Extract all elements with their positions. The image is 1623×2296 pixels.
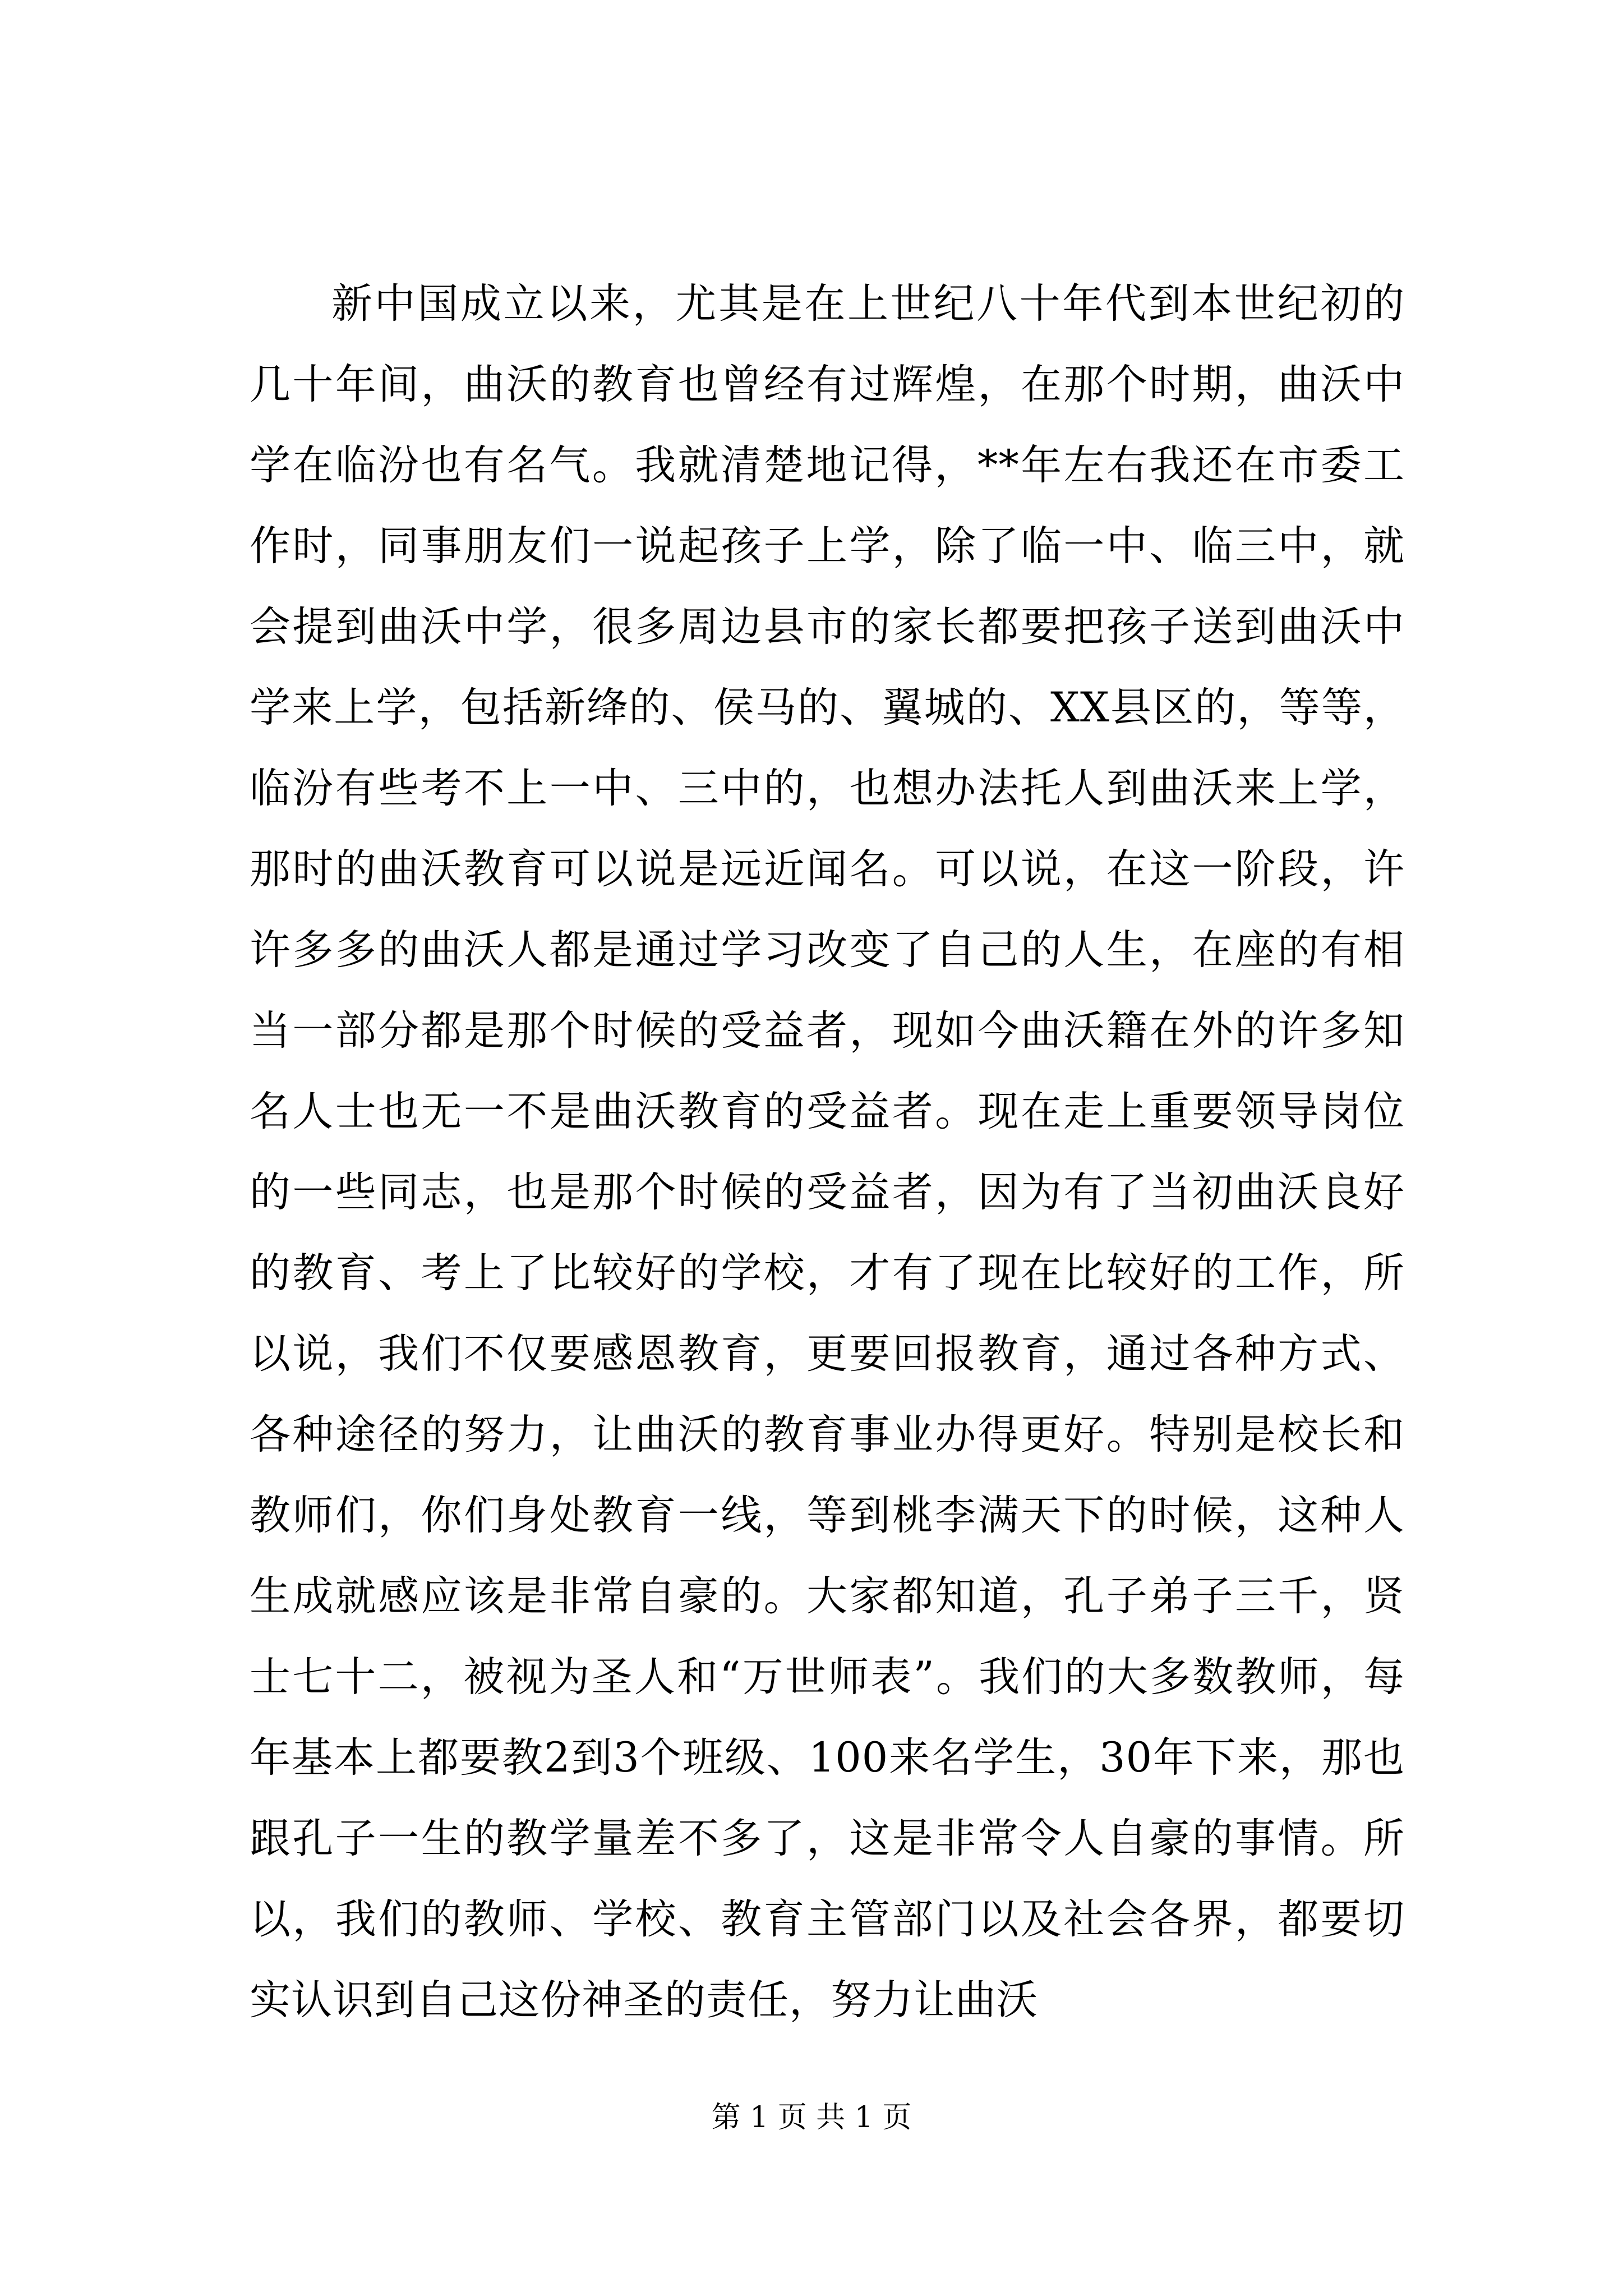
body-paragraph: 新中国成立以来，尤其是在上世纪八十年代到本世纪初的几十年间，曲沃的教育也曾经有过辉煌，在那个时期，曲沃中学在临汾也有名气。我就清楚地记得，**年左右我还在市委工作时，同事朋友们一说起孩子上学，除了临一中、临三中，就会提到曲沃中学，很多周边县市的家长都要把孩子送到曲沃中学来上学，包括新绛的、侯马的、翼城的、XX县区的，等等，临汾有些考不上一中、三中的，也想办法托人到曲沃来上学，那时的曲沃教育可以说是远近闻名。可以说，在这一阶段，许许多多的曲沃人都是通过学习改变了自己的人生，在座的有相当一部分都是那个时候的受益者，现如今曲沃籍在外的许多知名人士也无一不是曲沃教育的受益者。现在走上重要领导岗位的一些同志，也是那个时候的受益者，因为有了当初曲沃良好的教育、考上了比较好的学校，才有了现在比较好的工作，所以说，我们不仅要感恩教育，更要回报教育，通过各种方式、各种途径的努力，让曲沃的教育事业办得更好。特别是校长和教师们，你们身处教育一线，等到桃李满天下的时候，这种人生成就感应该是非常自豪的。大家都知道，孔子弟子三千，贤士七十二，被视为圣人和“万世师表”。我们的大多数教师，每年基本上都要教2到3个班级、100来名学生，30年下来，那也跟孔子一生的教学量差不多了，这是非常令人自豪的事情。所以，我们的教师、学校、教育主管部门以及社会各界，都要切实认识到自己这份神圣的责任，努力让曲沃 <box>250 280 1405 2024</box>
page-footer: 第 1 页 共 1 页 <box>711 2101 912 2134</box>
